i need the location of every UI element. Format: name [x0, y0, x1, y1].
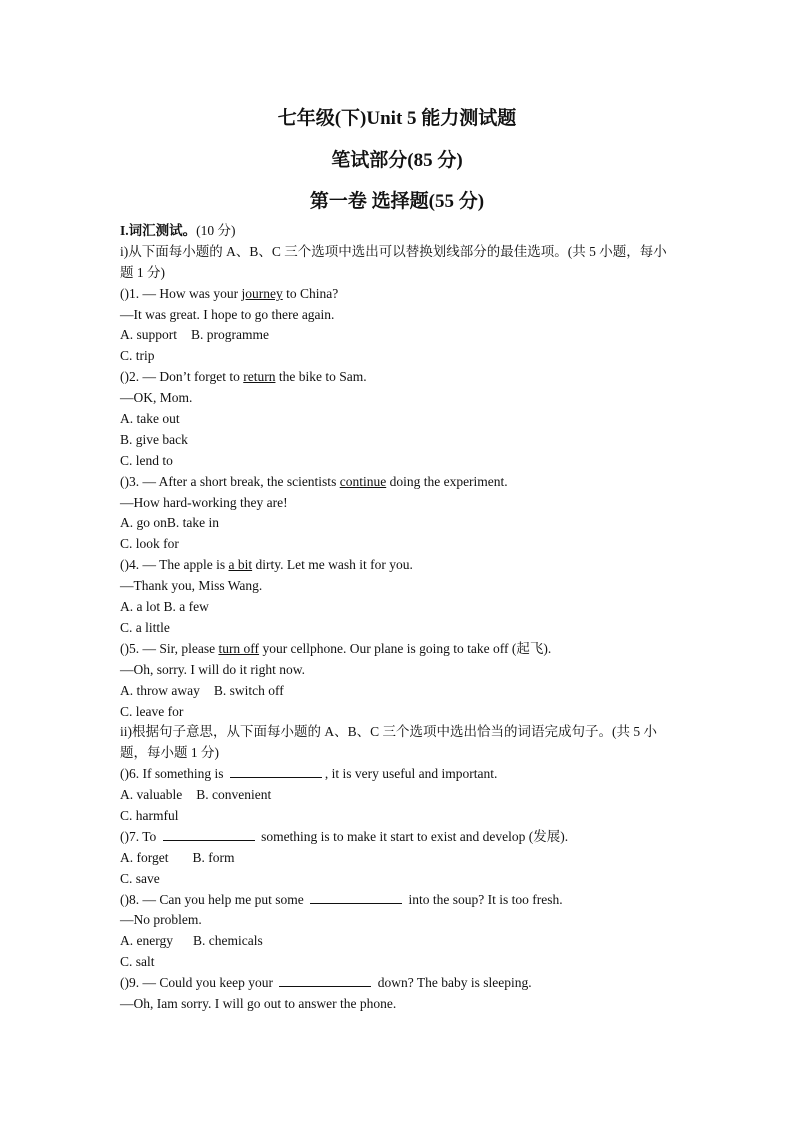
question-2-reply: —OK, Mom.: [120, 390, 193, 406]
question-3-post: doing the experiment.: [386, 473, 508, 489]
question-2-option-c: C. lend to: [120, 452, 173, 468]
question-2-option-a: A. take out: [120, 411, 180, 427]
question-7-pre: ()7. To: [120, 828, 160, 844]
question-4-options-ab: A. a lot B. a few: [120, 599, 209, 615]
question-8-options-ab: [120, 931, 680, 952]
question-8: [120, 890, 680, 911]
question-6-options-ab: [120, 785, 680, 806]
question-1-reply: —It was great. I hope to go there again.: [120, 306, 335, 322]
question-8-option-c: C. salt: [120, 954, 155, 970]
question-9: [120, 973, 680, 994]
question-5-post: your cellphone. Our plane is going to take off (起飞).: [259, 640, 552, 656]
exam-title: 七年级(下)Unit 5 能力测试题: [277, 108, 517, 129]
question-1-option-b: B. programme: [191, 327, 269, 343]
question-5-pre: ()5. — Sir, please: [120, 640, 219, 656]
question-7-option-c: C. save: [120, 870, 160, 886]
part-ii-instruction: ii)根据句子意思，从下面每小题的 A、B、C 三个选项中选出恰当的词语完成句子。(共 5 小题，每小题 1 分): [120, 724, 657, 761]
question-2-pre: ()2. — Don’t forget to: [120, 369, 244, 385]
question-9-pre: ()9. — Could you keep your: [120, 975, 277, 991]
question-6-option-b: B. convenient: [196, 787, 272, 803]
question-6-option-a: A. valuable: [120, 787, 183, 803]
question-7: [120, 827, 680, 848]
question-8-blank[interactable]: [310, 890, 402, 904]
section-title: I.词汇测试。: [120, 223, 197, 238]
question-3: [120, 472, 680, 493]
question-6-blank[interactable]: [230, 764, 322, 778]
question-6-pre: ()6. If something is: [120, 766, 227, 782]
question-7-option-b: B. form: [192, 849, 235, 865]
section-points: (10 分): [196, 223, 236, 238]
question-7-option-a: A. forget: [120, 849, 169, 865]
question-1: [120, 284, 680, 305]
section-heading: [120, 221, 680, 242]
question-8-post: into the soup? It is too fresh.: [405, 891, 563, 907]
question-7-options-ab: [120, 848, 680, 869]
question-5-reply: —Oh, sorry. I will do it right now.: [120, 661, 305, 677]
question-5: [120, 639, 680, 660]
question-3-reply: —How hard-working they are!: [120, 494, 288, 510]
question-1-post: to China?: [282, 285, 339, 301]
part-title: 第一卷 选择题(55 分): [309, 191, 485, 212]
question-6: [120, 764, 680, 785]
question-3-option-c: C. look for: [120, 536, 179, 552]
question-1-underlined: journey: [241, 285, 283, 301]
question-4: [120, 555, 680, 576]
question-1-option-c: C. trip: [120, 348, 155, 364]
question-8-pre: ()8. — Can you help me put some: [120, 891, 308, 907]
question-9-blank[interactable]: [279, 973, 371, 987]
question-1-options-ab: [120, 325, 680, 346]
question-6-post: , it is very useful and important.: [324, 766, 498, 782]
question-5-option-a: A. throw away: [120, 682, 200, 698]
question-9-reply: —Oh, Iam sorry. I will go out to answer the phone.: [120, 995, 397, 1011]
question-8-option-a: A. energy: [120, 933, 173, 949]
question-4-pre: ()4. — The apple is: [120, 557, 229, 573]
question-3-pre: ()3. — After a short break, the scientists: [120, 473, 340, 489]
question-5-option-c: C. leave for: [120, 703, 184, 719]
question-2: [120, 367, 680, 388]
question-5-options-ab: [120, 681, 680, 702]
question-6-option-c: C. harmful: [120, 807, 179, 823]
question-4-reply: —Thank you, Miss Wang.: [120, 578, 263, 594]
question-4-underlined: a bit: [228, 557, 253, 573]
question-1-pre: ()1. — How was your: [120, 285, 242, 301]
question-2-post: the bike to Sam.: [275, 369, 367, 385]
question-7-blank[interactable]: [163, 827, 255, 841]
exam-subtitle: 笔试部分(85 分): [331, 150, 463, 171]
question-9-post: down? The baby is sleeping.: [374, 975, 532, 991]
question-1-option-a: A. support: [120, 327, 177, 343]
question-3-underlined: continue: [339, 473, 387, 489]
part-i-instruction: i)从下面每小题的 A、B、C 三个选项中选出可以替换划线部分的最佳选项。(共 5 小题，每小题 1 分): [120, 243, 667, 280]
question-2-option-b: B. give back: [120, 431, 188, 447]
question-5-option-b: B. switch off: [213, 682, 284, 698]
question-4-option-c: C. a little: [120, 619, 170, 635]
question-3-options-ab: A. go onB. take in: [120, 515, 219, 531]
question-4-post: dirty. Let me wash it for you.: [252, 557, 413, 573]
question-2-underlined: return: [243, 369, 276, 385]
question-5-underlined: turn off: [218, 640, 260, 656]
question-7-post: something is to make it start to exist and develop (发展).: [257, 828, 569, 844]
question-8-reply: —No problem.: [120, 912, 202, 928]
question-8-option-b: B. chemicals: [193, 933, 263, 949]
question-content: [120, 221, 680, 1015]
